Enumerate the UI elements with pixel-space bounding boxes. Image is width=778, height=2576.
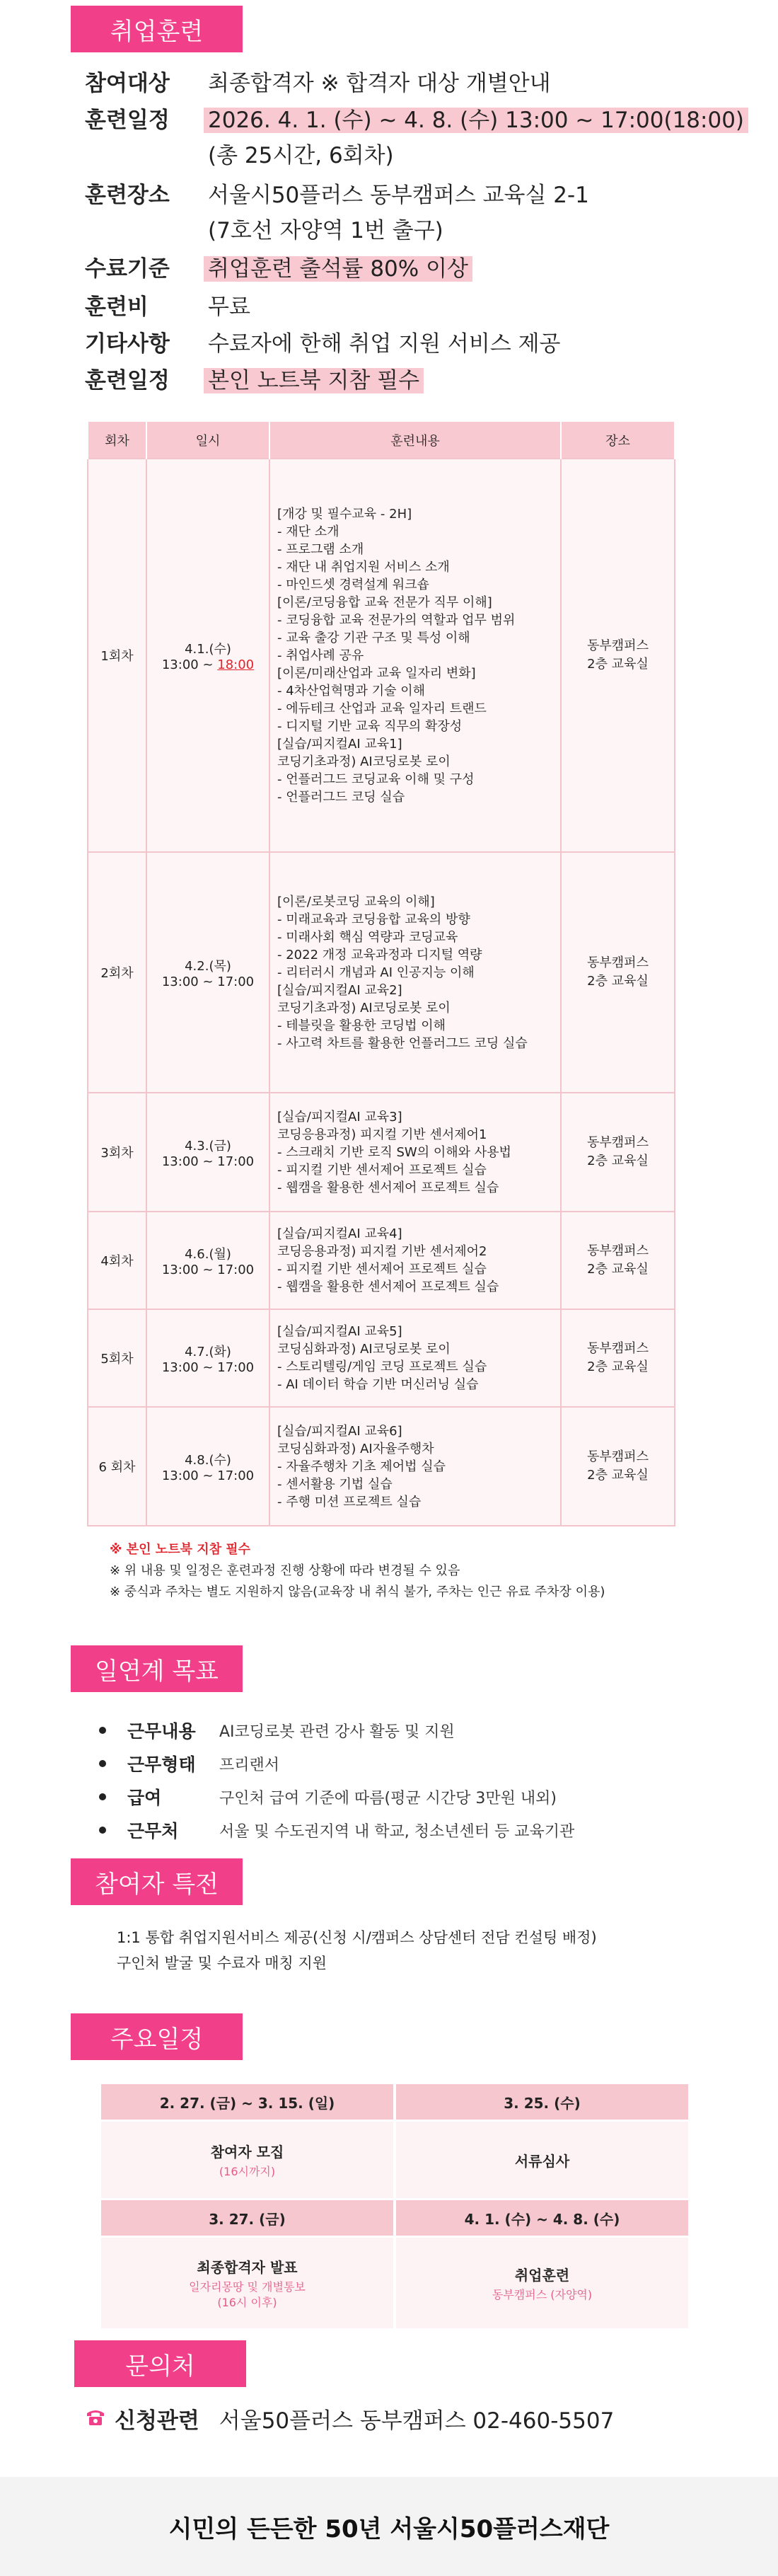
key-schedule-date: 3. 27. (금) — [101, 2200, 393, 2236]
table-row — [88, 1407, 675, 1526]
table-cell-date: 4.8.(수) 13:00 ~ 17:00 — [146, 1407, 269, 1526]
table-header: 장소 — [561, 422, 675, 459]
footer-slogan: 시민의 든든한 50년 서울시50플러스재단 — [168, 2514, 610, 2543]
table-cell-date: 4.2.(목) 13:00 ~ 17:00 — [146, 852, 269, 1093]
table-cell-place: 동부캠퍼스 2층 교육실 — [561, 1212, 675, 1309]
table-cell-round: 3회차 — [88, 1093, 146, 1212]
table-cell-date: 4.1.(수) 13:00 ~ 18:00 — [146, 459, 269, 852]
table-cell-place: 동부캠퍼스 2층 교육실 — [561, 1407, 675, 1526]
table-cell-content: [실습/피지컬AI 교육5] 코딩심화과정) AI코딩로봇 로이 - 스토리텔링/게임 코딩 프로젝트 실습 - AI 데이터 학습 기반 머신러닝 실습 — [269, 1309, 561, 1407]
table-row — [88, 1093, 675, 1212]
table-cell-content: [실습/피지컬AI 교육4] 코딩응용과정) 피지컬 기반 센서제어2 - 피지컬 기반 센서제어 프로젝트 실습 - 웹캠을 활용한 센서제어 프로젝트 실습 — [269, 1212, 561, 1309]
table-cell-content: [실습/피지컬AI 교육6] 코딩심화과정) AI자율주행차 - 자율주행차 기초 제어법 실습 - 센서활용 기법 실습 - 주행 미션 프로젝트 실습 — [269, 1407, 561, 1526]
contact-row: 신청관련 서울50플러스 동부캠퍼스 02-460-5507 — [85, 2403, 614, 2434]
section-title-contact: 문의처 — [74, 2340, 246, 2387]
table-header: 일시 — [146, 422, 269, 459]
table-cell-round: 6 회차 — [88, 1407, 146, 1526]
table-row — [88, 459, 675, 852]
table-cell-date: 4.7.(화) 13:00 ~ 17:00 — [146, 1309, 269, 1407]
list-item: 근무내용 AI코딩로봇 관련 강사 활동 및 지원 — [99, 1716, 455, 1744]
table-cell-date: 4.3.(금) 13:00 ~ 17:00 — [146, 1093, 269, 1212]
table-cell-place: 동부캠퍼스 2층 교육실 — [561, 1309, 675, 1407]
training-schedule-table — [87, 422, 675, 1526]
table-row — [88, 1212, 675, 1309]
list-item: 근무처 서울 및 수도권지역 내 학교, 청소년센터 등 교육기관 — [99, 1816, 574, 1844]
phone-icon — [85, 2406, 106, 2432]
table-cell-content: [실습/피지컬AI 교육3] 코딩응용과정) 피지컬 기반 센서제어1 - 스크래치 기반 로직 SW의 이해와 사용법 - 피지컬 기반 센서제어 프로젝트 실습 - 웹캠을 활용한 센서제어 프로젝트 실습 — [269, 1093, 561, 1212]
key-schedule-item: 최종합격자 발표 일자리몽땅 및 개별통보 (16시 이후) — [101, 2238, 393, 2328]
list-item: 근무형태 프리랜서 — [99, 1749, 279, 1778]
section-title-benefits: 참여자 특전 — [71, 1858, 243, 1905]
table-header: 회차 — [88, 422, 146, 459]
table-cell-content: [개강 및 필수교육 - 2H] - 재단 소개 - 프로그램 소개 - 재단 내 취업지원 서비스 소개 - 마인드셋 경력설계 워크숍 [이론/코딩융합 교육 전문가 직무 이해] - 코딩융합 교육 전문가의 역할과 업무 범위 - 교육 출강 기관 구조 및 특성 이해 - 취업사례 공유 [이론/미래산업과 교육 일자리 변화] - 4차산업혁명과 기술 이해 - 에듀테크 산업과 교육 일자리 트랜드 - 디지털 기반 교육 직무의 확장성 [실습/피지컬AI 교육1] 코딩기초과정) AI코딩로봇 로이 - 언플러그드 코딩교육 이해 및 구성 - 언플러그드 코딩 실습 — [269, 459, 561, 852]
key-schedule-item: 참여자 모집 (16시까지) — [101, 2122, 393, 2198]
table-cell-content: [이론/로봇코딩 교육의 이해] - 미래교육과 코딩융합 교육의 방향 - 미래사회 핵심 역량과 코딩교육 - 2022 개정 교육과정과 디지털 역량 - 리터러시 개념과 AI 인공지능 이해 [실습/피지컬AI 교육2] 코딩기초과정) AI코딩로봇 로이 - 테블릿을 활용한 코딩법 이해 - 사고력 차트를 활용한 언플러그드 코딩 실습 — [269, 852, 561, 1093]
table-cell-round: 5회차 — [88, 1309, 146, 1407]
table-cell-round: 2회차 — [88, 852, 146, 1093]
table-row — [88, 1309, 675, 1407]
table-row — [88, 852, 675, 1093]
key-schedule-date: 4. 1. (수) ~ 4. 8. (수) — [396, 2200, 688, 2236]
section-title-schedule: 주요일정 — [71, 2013, 243, 2060]
contact-phone: 서울50플러스 동부캠퍼스 02-460-5507 — [219, 2408, 615, 2434]
table-cell-round: 4회차 — [88, 1212, 146, 1309]
table-notes: ※ 본인 노트북 지참 필수 ※ 위 내용 및 일정은 훈련과정 진행 상황에 따라 변경될 수 있음 ※ 중식과 주차는 별도 지원하지 않음(교육장 내 취식 불가, 주차는 인근 유료 주차장 이용) — [110, 1542, 605, 1599]
list-item: 1:1 통합 취업지원서비스 제공(신청 시/캠퍼스 상담센터 전담 컨설팅 배정) — [117, 1929, 597, 1946]
key-schedule-date: 3. 25. (수) — [396, 2084, 688, 2120]
benefits-list — [117, 1925, 597, 1976]
footer — [0, 2477, 778, 2576]
list-item: 급여 구인처 급여 기준에 따름(평균 시간당 3만원 내외) — [99, 1783, 557, 1811]
table-cell-place: 동부캠퍼스 2층 교육실 — [561, 852, 675, 1093]
table-cell-place: 동부캠퍼스 2층 교육실 — [561, 1093, 675, 1212]
table-cell-date: 4.6.(월) 13:00 ~ 17:00 — [146, 1212, 269, 1309]
section-title-goal: 일연계 목표 — [71, 1645, 243, 1692]
key-schedule-date: 2. 27. (금) ~ 3. 15. (일) — [101, 2084, 393, 2120]
table-header: 훈련내용 — [269, 422, 561, 459]
section-title-training: 취업훈련 — [71, 6, 243, 52]
key-schedule-item: 서류심사 — [396, 2122, 688, 2198]
table-cell-round: 1회차 — [88, 459, 146, 852]
table-cell-place: 동부캠퍼스 2층 교육실 — [561, 459, 675, 852]
key-schedule-item: 취업훈련 동부캠퍼스 (자양역) — [396, 2238, 688, 2328]
list-item: 구인처 발굴 및 수료자 매칭 지원 — [117, 1955, 327, 1972]
